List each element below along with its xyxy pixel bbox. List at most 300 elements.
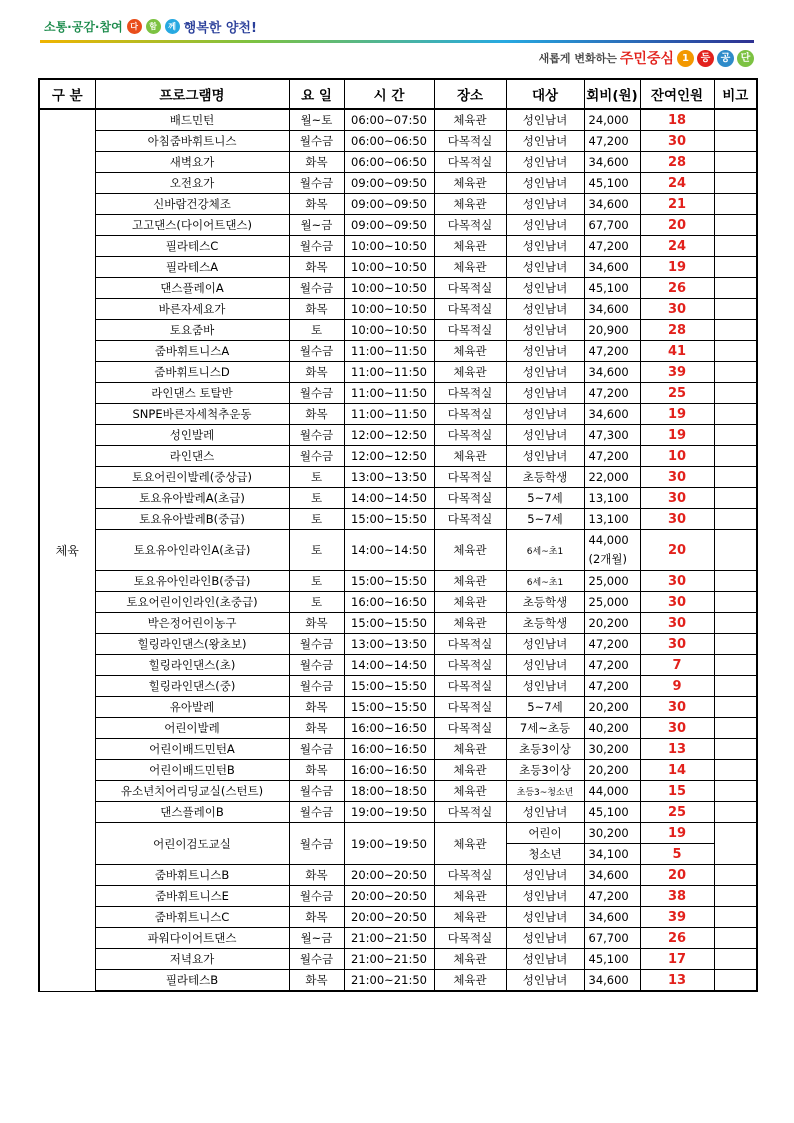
- time-cell: 10:00~10:50: [344, 278, 434, 299]
- program-name-cell: 토요유아발레A(초급): [95, 488, 289, 509]
- place-cell: 체육관: [434, 446, 506, 467]
- fee-cell: 45,100: [584, 949, 640, 970]
- program-name-cell: 필라테스C: [95, 236, 289, 257]
- time-cell: 19:00~19:50: [344, 823, 434, 865]
- program-name-cell: 유소년치어리딩교실(스턴트): [95, 781, 289, 802]
- day-cell: 월수금: [289, 823, 344, 865]
- program-name-cell: 댄스플레이A: [95, 278, 289, 299]
- fee-cell: 34,600: [584, 970, 640, 992]
- program-name-cell: 줌바휘트니스B: [95, 865, 289, 886]
- place-cell: 다목적실: [434, 509, 506, 530]
- day-cell: 월~금: [289, 928, 344, 949]
- table-row: [39, 425, 757, 446]
- note-cell: [714, 320, 757, 341]
- slogan-text: 소통·공감·참여: [44, 19, 123, 34]
- note-cell: [714, 173, 757, 194]
- remaining-cell: 17: [640, 949, 714, 970]
- fee-cell: 13,100: [584, 509, 640, 530]
- fee-cell: 44,000: [584, 781, 640, 802]
- remaining-cell: 39: [640, 907, 714, 928]
- fee-cell: 34,600: [584, 299, 640, 320]
- remaining-cell: 30: [640, 131, 714, 152]
- note-cell: [714, 194, 757, 215]
- time-cell: 11:00~11:50: [344, 362, 434, 383]
- note-cell: [714, 613, 757, 634]
- logo-circle-1: 다: [127, 19, 142, 34]
- target-cell: 성인남녀: [506, 383, 584, 404]
- program-name-cell: 라인댄스: [95, 446, 289, 467]
- time-cell: 20:00~20:50: [344, 907, 434, 928]
- note-cell: [714, 592, 757, 613]
- fee-cell: 34,100: [584, 844, 640, 865]
- target-cell: 초등학생: [506, 592, 584, 613]
- target-cell: 성인남녀: [506, 278, 584, 299]
- place-cell: 체육관: [434, 592, 506, 613]
- target-cell: 성인남녀: [506, 215, 584, 236]
- table-row: [39, 215, 757, 236]
- day-cell: 월수금: [289, 676, 344, 697]
- remaining-cell: 19: [640, 425, 714, 446]
- program-name-cell: 토요유아인라인B(중급): [95, 571, 289, 592]
- fee-cell: 67,700: [584, 928, 640, 949]
- note-cell: [714, 907, 757, 928]
- fee-cell: 20,200: [584, 760, 640, 781]
- program-name-cell: 힐링라인댄스(왕초보): [95, 634, 289, 655]
- note-cell: [714, 425, 757, 446]
- target-cell: 초등3이상: [506, 739, 584, 760]
- program-name-cell: 필라테스B: [95, 970, 289, 992]
- table-row: [39, 383, 757, 404]
- place-cell: 다목적실: [434, 928, 506, 949]
- note-cell: [714, 404, 757, 425]
- note-cell: [714, 109, 757, 131]
- day-cell: 화목: [289, 362, 344, 383]
- time-cell: 15:00~15:50: [344, 509, 434, 530]
- day-cell: 월수금: [289, 781, 344, 802]
- day-cell: 토: [289, 320, 344, 341]
- place-cell: 다목적실: [434, 865, 506, 886]
- place-cell: 체육관: [434, 760, 506, 781]
- target-cell: 성인남녀: [506, 236, 584, 257]
- place-cell: 체육관: [434, 823, 506, 865]
- place-cell: 다목적실: [434, 655, 506, 676]
- table-row: [39, 886, 757, 907]
- remaining-cell: 30: [640, 592, 714, 613]
- place-cell: 체육관: [434, 739, 506, 760]
- fee-cell: 47,200: [584, 676, 640, 697]
- time-cell: 10:00~10:50: [344, 299, 434, 320]
- remaining-cell: 30: [640, 467, 714, 488]
- target-cell: 성인남녀: [506, 299, 584, 320]
- time-cell: 14:00~14:50: [344, 655, 434, 676]
- target-cell: 성인남녀: [506, 970, 584, 992]
- header-target: 대상: [506, 79, 584, 109]
- note-cell: [714, 131, 757, 152]
- fee-cell: 47,200: [584, 634, 640, 655]
- target-cell: 5~7세: [506, 488, 584, 509]
- place-cell: 체육관: [434, 109, 506, 131]
- time-cell: 10:00~10:50: [344, 257, 434, 278]
- note-cell: [714, 488, 757, 509]
- note-cell: [714, 152, 757, 173]
- remaining-cell: 14: [640, 760, 714, 781]
- note-cell: [714, 383, 757, 404]
- table-row: [39, 173, 757, 194]
- note-cell: [714, 634, 757, 655]
- remaining-cell: 21: [640, 194, 714, 215]
- time-cell: 20:00~20:50: [344, 865, 434, 886]
- day-cell: 토: [289, 509, 344, 530]
- fee-cell: 47,200: [584, 341, 640, 362]
- remaining-cell: 30: [640, 488, 714, 509]
- day-cell: 월수금: [289, 341, 344, 362]
- header-row: [39, 79, 757, 109]
- note-cell: [714, 760, 757, 781]
- program-name-cell: 줌바휘트니스C: [95, 907, 289, 928]
- program-name-cell: 줌바휘트니스D: [95, 362, 289, 383]
- header-fee: 회비(원): [584, 79, 640, 109]
- time-cell: 16:00~16:50: [344, 739, 434, 760]
- brand-text: 행복한 양천!: [183, 20, 257, 36]
- fee-cell: 47,300: [584, 425, 640, 446]
- target-cell: 7세~초등: [506, 718, 584, 739]
- fee-cell: 34,600: [584, 257, 640, 278]
- place-cell: 다목적실: [434, 383, 506, 404]
- remaining-cell: 30: [640, 509, 714, 530]
- table-row: [39, 152, 757, 173]
- table-row: [39, 697, 757, 718]
- remaining-cell: 24: [640, 173, 714, 194]
- table-row: [39, 299, 757, 320]
- table-row: [39, 613, 757, 634]
- place-cell: 다목적실: [434, 634, 506, 655]
- time-cell: 09:00~09:50: [344, 173, 434, 194]
- note-cell: [714, 865, 757, 886]
- fee-cell: 34,600: [584, 194, 640, 215]
- day-cell: 월수금: [289, 131, 344, 152]
- target-cell: 초등3~청소년: [506, 781, 584, 802]
- program-name-cell: 토요줌바: [95, 320, 289, 341]
- table-row: [39, 236, 757, 257]
- place-cell: 체육관: [434, 781, 506, 802]
- remaining-cell: 15: [640, 781, 714, 802]
- target-cell: 성인남녀: [506, 404, 584, 425]
- program-name-cell: 어린이배드민턴B: [95, 760, 289, 781]
- table-row: [39, 257, 757, 278]
- place-cell: 다목적실: [434, 152, 506, 173]
- table-row: [39, 970, 757, 992]
- place-cell: 체육관: [434, 949, 506, 970]
- day-cell: 화목: [289, 152, 344, 173]
- remaining-cell: 20: [640, 215, 714, 236]
- table-row: [39, 467, 757, 488]
- target-cell: 청소년: [506, 844, 584, 865]
- fee-cell: 30,200: [584, 739, 640, 760]
- note-cell: [714, 467, 757, 488]
- time-cell: 12:00~12:50: [344, 425, 434, 446]
- header-time: 시 간: [344, 79, 434, 109]
- note-cell: [714, 781, 757, 802]
- target-cell: 성인남녀: [506, 362, 584, 383]
- program-name-cell: 토요어린이발레(중상급): [95, 467, 289, 488]
- remaining-cell: 30: [640, 718, 714, 739]
- time-cell: 15:00~15:50: [344, 613, 434, 634]
- target-cell: 성인남녀: [506, 634, 584, 655]
- note-cell: [714, 509, 757, 530]
- table-row: [39, 907, 757, 928]
- day-cell: 월~금: [289, 215, 344, 236]
- place-cell: 다목적실: [434, 404, 506, 425]
- program-name-cell: 파워다이어트댄스: [95, 928, 289, 949]
- fee-cell: 47,200: [584, 655, 640, 676]
- remaining-cell: 9: [640, 676, 714, 697]
- logo-circle-2: 함: [146, 19, 161, 34]
- remaining-cell: 19: [640, 257, 714, 278]
- time-cell: 16:00~16:50: [344, 718, 434, 739]
- target-cell: 성인남녀: [506, 865, 584, 886]
- table-row: [39, 446, 757, 467]
- target-cell: 성인남녀: [506, 676, 584, 697]
- program-name-cell: 어린이검도교실: [95, 823, 289, 865]
- time-cell: 21:00~21:50: [344, 970, 434, 992]
- table-row: [39, 278, 757, 299]
- table-row: [39, 488, 757, 509]
- fee-cell: 45,100: [584, 278, 640, 299]
- program-name-cell: 바른자세요가: [95, 299, 289, 320]
- header-day: 요 일: [289, 79, 344, 109]
- time-cell: 21:00~21:50: [344, 928, 434, 949]
- remaining-cell: 26: [640, 278, 714, 299]
- fee-cell: 20,200: [584, 613, 640, 634]
- time-cell: 10:00~10:50: [344, 236, 434, 257]
- place-cell: 다목적실: [434, 425, 506, 446]
- time-cell: 06:00~06:50: [344, 152, 434, 173]
- target-cell: 성인남녀: [506, 109, 584, 131]
- target-cell: 성인남녀: [506, 886, 584, 907]
- note-cell: [714, 530, 757, 571]
- place-cell: 체육관: [434, 613, 506, 634]
- program-name-cell: 박은정어린이농구: [95, 613, 289, 634]
- table-row: [39, 823, 757, 844]
- place-cell: 다목적실: [434, 467, 506, 488]
- day-cell: 화목: [289, 970, 344, 992]
- place-cell: 체육관: [434, 257, 506, 278]
- remaining-cell: 18: [640, 109, 714, 131]
- remaining-cell: 20: [640, 865, 714, 886]
- badge-2: 공: [717, 50, 734, 67]
- program-name-cell: 힐링라인댄스(중): [95, 676, 289, 697]
- fee-amount: 44,000: [588, 533, 629, 547]
- note-cell: [714, 446, 757, 467]
- day-cell: 월수금: [289, 383, 344, 404]
- target-cell: 성인남녀: [506, 341, 584, 362]
- table-row: [39, 655, 757, 676]
- fee-cell: 34,600: [584, 907, 640, 928]
- time-cell: 11:00~11:50: [344, 404, 434, 425]
- table-row: [39, 928, 757, 949]
- time-cell: 19:00~19:50: [344, 802, 434, 823]
- remaining-cell: 30: [640, 299, 714, 320]
- place-cell: 다목적실: [434, 131, 506, 152]
- fee-cell: 20,200: [584, 697, 640, 718]
- table-row: [39, 718, 757, 739]
- place-cell: 다목적실: [434, 320, 506, 341]
- fee-cell: 47,200: [584, 446, 640, 467]
- header-remaining: 잔여인원: [640, 79, 714, 109]
- day-cell: 화목: [289, 299, 344, 320]
- day-cell: 월수금: [289, 173, 344, 194]
- target-cell: 성인남녀: [506, 425, 584, 446]
- time-cell: 06:00~06:50: [344, 131, 434, 152]
- day-cell: 월수금: [289, 886, 344, 907]
- remaining-cell: 26: [640, 928, 714, 949]
- fee-cell: 67,700: [584, 215, 640, 236]
- table-row: [39, 530, 757, 571]
- fee-cell: 45,100: [584, 802, 640, 823]
- place-cell: 체육관: [434, 341, 506, 362]
- day-cell: 토: [289, 530, 344, 571]
- table-row: [39, 949, 757, 970]
- remaining-cell: 10: [640, 446, 714, 467]
- day-cell: 화목: [289, 697, 344, 718]
- fee-cell: 34,600: [584, 152, 640, 173]
- day-cell: 화목: [289, 907, 344, 928]
- table-row: [39, 865, 757, 886]
- time-cell: 11:00~11:50: [344, 383, 434, 404]
- target-cell: 성인남녀: [506, 257, 584, 278]
- day-cell: 월~토: [289, 109, 344, 131]
- time-cell: 16:00~16:50: [344, 592, 434, 613]
- schedule-table: [38, 78, 758, 992]
- note-cell: [714, 697, 757, 718]
- badge-number: 1: [677, 50, 694, 67]
- note-cell: [714, 299, 757, 320]
- target-cell: 성인남녀: [506, 173, 584, 194]
- time-cell: 09:00~09:50: [344, 194, 434, 215]
- note-cell: [714, 970, 757, 992]
- fee-cell: 34,600: [584, 404, 640, 425]
- target-cell: 어린이: [506, 823, 584, 844]
- remaining-cell: 19: [640, 404, 714, 425]
- fee-cell: 47,200: [584, 131, 640, 152]
- note-cell: [714, 278, 757, 299]
- remaining-cell: 38: [640, 886, 714, 907]
- time-cell: 15:00~15:50: [344, 697, 434, 718]
- remaining-cell: 39: [640, 362, 714, 383]
- program-name-cell: 토요유아인라인A(초급): [95, 530, 289, 571]
- fee-cell: 24,000: [584, 109, 640, 131]
- logo-circle-3: 께: [165, 19, 180, 34]
- badge-1: 등: [697, 50, 714, 67]
- place-cell: 다목적실: [434, 488, 506, 509]
- program-name-cell: 라인댄스 토탈반: [95, 383, 289, 404]
- table-row: [39, 109, 757, 131]
- day-cell: 화목: [289, 718, 344, 739]
- note-cell: [714, 718, 757, 739]
- fee-cell: 45,100: [584, 173, 640, 194]
- schedule-body: [39, 109, 757, 991]
- place-cell: 체육관: [434, 194, 506, 215]
- remaining-cell: 28: [640, 320, 714, 341]
- time-cell: 16:00~16:50: [344, 760, 434, 781]
- day-cell: 화목: [289, 760, 344, 781]
- place-cell: 체육관: [434, 236, 506, 257]
- target-cell: 5~7세: [506, 509, 584, 530]
- time-cell: 09:00~09:50: [344, 215, 434, 236]
- program-name-cell: 줌바휘트니스E: [95, 886, 289, 907]
- program-name-cell: 줌바휘트니스A: [95, 341, 289, 362]
- day-cell: 월수금: [289, 949, 344, 970]
- target-cell: 성인남녀: [506, 949, 584, 970]
- header-note: 비고: [714, 79, 757, 109]
- target-cell: 초등학생: [506, 613, 584, 634]
- table-row: [39, 194, 757, 215]
- time-cell: 13:00~13:50: [344, 467, 434, 488]
- time-cell: 15:00~15:50: [344, 571, 434, 592]
- note-cell: [714, 802, 757, 823]
- day-cell: 월수금: [289, 236, 344, 257]
- note-cell: [714, 886, 757, 907]
- note-cell: [714, 341, 757, 362]
- note-cell: [714, 928, 757, 949]
- place-cell: 다목적실: [434, 697, 506, 718]
- fee-cell: 20,900: [584, 320, 640, 341]
- day-cell: 월수금: [289, 425, 344, 446]
- target-cell: 6세~초1: [506, 571, 584, 592]
- day-cell: 화목: [289, 257, 344, 278]
- place-cell: 체육관: [434, 530, 506, 571]
- note-cell: [714, 362, 757, 383]
- remaining-cell: 24: [640, 236, 714, 257]
- remaining-cell: 13: [640, 739, 714, 760]
- place-cell: 체육관: [434, 362, 506, 383]
- fee-cell: 47,200: [584, 886, 640, 907]
- table-row: [39, 571, 757, 592]
- table-row: [39, 592, 757, 613]
- day-cell: 월수금: [289, 634, 344, 655]
- table-row: [39, 131, 757, 152]
- header-program: 프로그램명: [95, 79, 289, 109]
- place-cell: 체육관: [434, 571, 506, 592]
- note-cell: [714, 257, 757, 278]
- place-cell: 다목적실: [434, 802, 506, 823]
- table-row: [39, 739, 757, 760]
- day-cell: 월수금: [289, 278, 344, 299]
- target-cell: 초등3이상: [506, 760, 584, 781]
- fee-cell: [584, 530, 640, 571]
- place-cell: 체육관: [434, 173, 506, 194]
- time-cell: 21:00~21:50: [344, 949, 434, 970]
- fee-cell: 34,600: [584, 362, 640, 383]
- program-name-cell: 댄스플레이B: [95, 802, 289, 823]
- fee-cell: 13,100: [584, 488, 640, 509]
- fee-cell: 40,200: [584, 718, 640, 739]
- table-row: [39, 404, 757, 425]
- place-cell: 체육관: [434, 886, 506, 907]
- fee-period: (2개월): [588, 552, 628, 566]
- fee-cell: 30,200: [584, 823, 640, 844]
- day-cell: 월수금: [289, 739, 344, 760]
- target-cell: 6세~초1: [506, 530, 584, 571]
- program-name-cell: 유아발레: [95, 697, 289, 718]
- header-category: 구 분: [39, 79, 95, 109]
- remaining-cell: 13: [640, 970, 714, 992]
- target-cell: 성인남녀: [506, 907, 584, 928]
- program-name-cell: SNPE바른자세척추운동: [95, 404, 289, 425]
- target-cell: 성인남녀: [506, 802, 584, 823]
- target-cell: 성인남녀: [506, 446, 584, 467]
- target-cell: 5~7세: [506, 697, 584, 718]
